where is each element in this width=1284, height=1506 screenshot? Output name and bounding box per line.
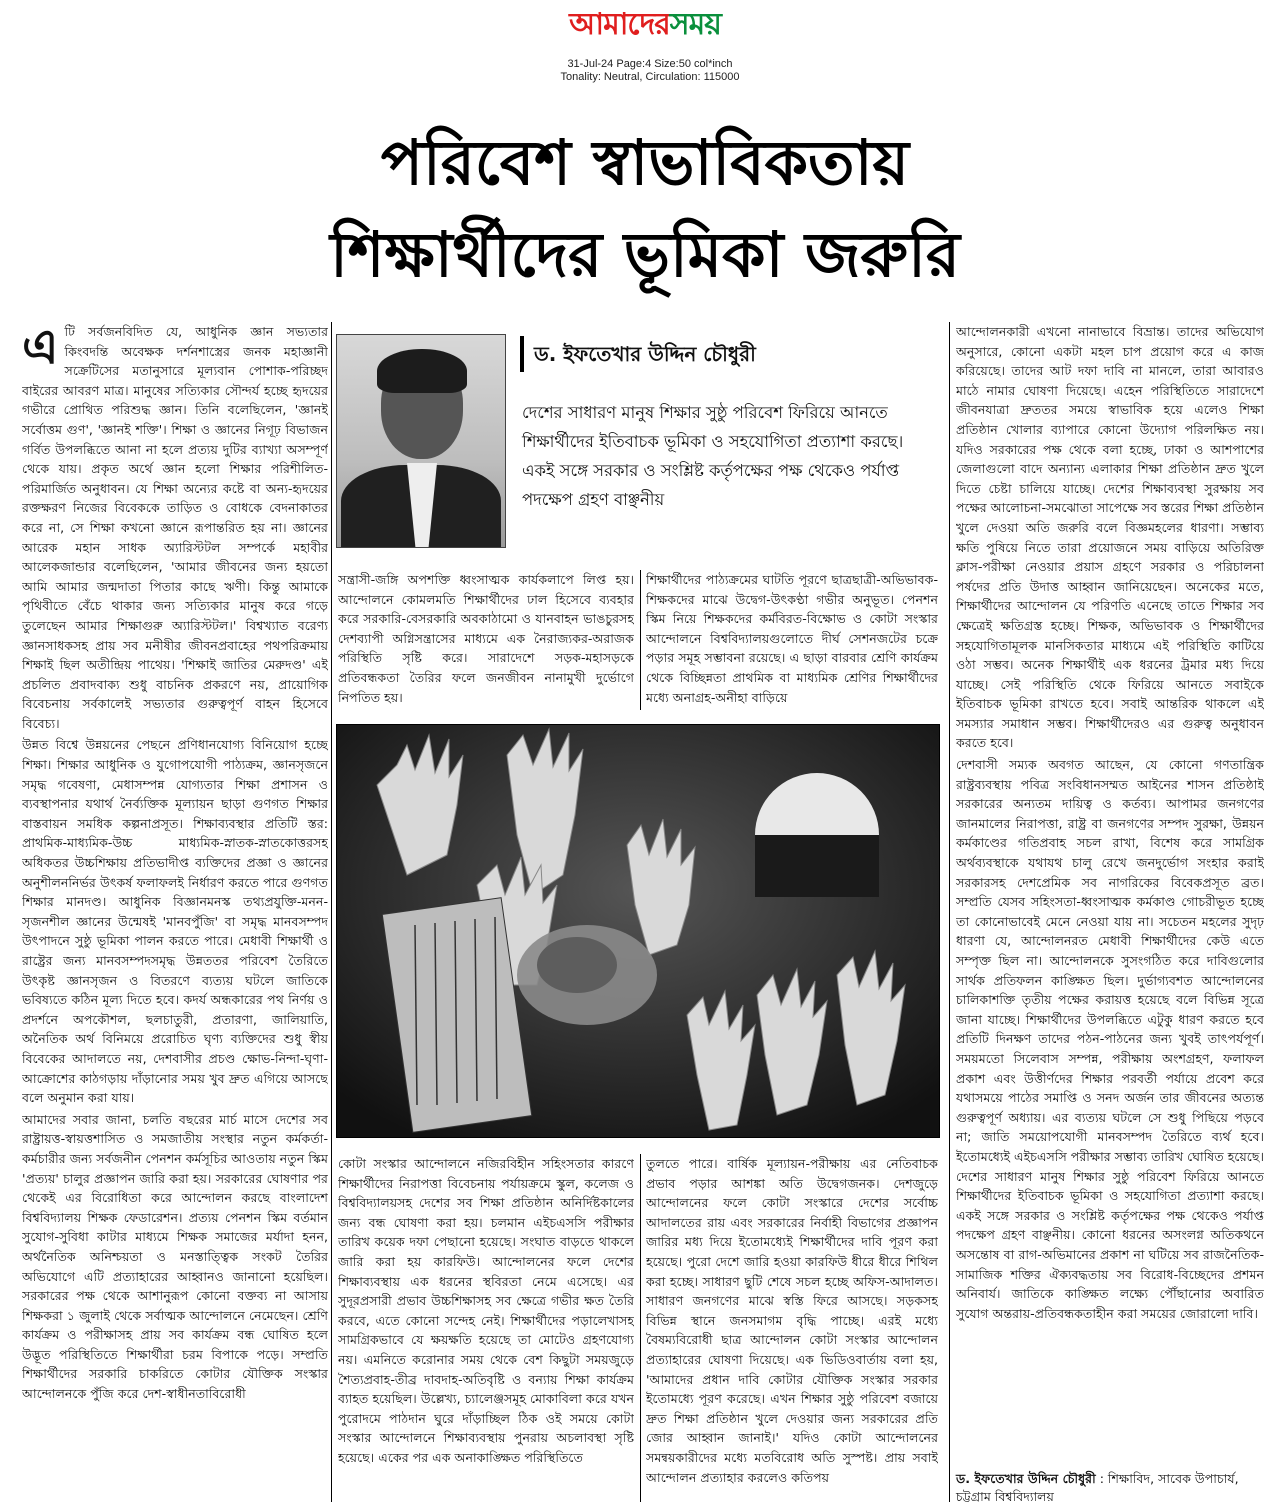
- author-signature: [956, 1470, 1264, 1506]
- headline-line-2: শিক্ষার্থীদের ভূমিকা জরুরি: [330, 218, 960, 291]
- drop-cap: এ: [22, 322, 59, 375]
- column-divider: [949, 322, 950, 1502]
- author-photo: [336, 334, 506, 548]
- signature-description: : শিক্ষাবিদ, সাবেক উপাচার্য, চট্টগ্রাম বিশ্ববিদ্যালয়: [956, 1471, 1239, 1504]
- pull-quote: দেশের সাধারণ মানুষ শিক্ষার সুষ্ঠু পরিবেশ ফিরিয়ে আনতে শিক্ষার্থীদের ইতিবাচক ভূমিকা ও সহযোগিতা প্রত্যাশা করছে। একই সঙ্গে সরকার ও সংশ্লিষ্ট কর্তৃপক্ষের পক্ষ থেকেও পর্যাপ্ত পদক্ষেপ গ্রহণ বাঞ্ছনীয়: [522, 403, 904, 509]
- paragraph: উন্নত বিশ্বে উন্নয়নের পেছনে প্রণিধানযোগ্য বিনিয়োগ হচ্ছে শিক্ষা। শিক্ষার আধুনিক ও যুগোপযোগী পাঠ্যক্রম, জ্ঞানসৃজনে সমৃদ্ধ গবেষণা, মেধাসম্পন্ন যোগ্যতার শিক্ষা প্রশাসন ও ব্যবস্থাপনার যথার্থ নৈর্ব্যক্তিক মূল্যায়ন ছাড়া গুণগত শিক্ষার বাস্তবায়ন সমধিক কল্পনাপ্রসূত। শিক্ষাব্যবস্থার প্রতিটি স্তর: প্রাথমিক-মাধ্যমিক-উচ্চ মাধ্যমিক-স্নাতক-স্নাতকোত্তরসহ অধিকতর উচ্চশিক্ষায় প্রতিভাদীপ্ত ব্যক্তিদের প্রজ্ঞা ও জ্ঞানের অনুশীলননির্ভর উৎকর্ষ ফলাফলই নির্ধারণ করতে পারে গুণগত শিক্ষার মানদণ্ড। আধুনিক বিজ্ঞানমনস্ক তথ্যপ্রযুক্তি-মনন-সৃজনশীল জ্ঞানের উন্মেষই 'মানবপুঁজি' বা সমৃদ্ধ মানবসম্পদ উৎপাদনে সুষ্ঠু ভূমিকা পালন করতে পারে। মেধাবী শিক্ষার্থী ও রাষ্ট্রের জন্য মানবসম্পদসমৃদ্ধ উন্নততর পরিবেশ তৈরিতে উৎকৃষ্ট জ্ঞানসৃজন ও বিতরণে ব্যত্যয় ঘটলে জাতিকে ভবিষ্যতে কঠিন মূল্য দিতে হবে। কদর্য অন্ধকারের পথ নির্ণয় ও প্রদর্শনে অপকৌশল, ছলচাতুরী, প্রতারণা, জালিয়াতি, অনৈতিক অর্থ বিনিময়ে প্ররোচিত ঘৃণ্য ব্যক্তিদের শুধু স্বীয় বিবেকের আদালতে নয়, দেশবাসীর প্রচণ্ড ক্ষোভ-নিন্দা-ঘৃণা-আক্রোশের কাঠগড়ায় দাঁড়ানোর সময় খুব দ্রুত এগিয়ে আসছে বলে অনুমান করা যায়।: [22, 737, 328, 1106]
- signature-name: ড. ইফতেখার উদ্দিন চৌধুরী: [956, 1471, 1096, 1486]
- illustration-graphic: [337, 725, 939, 1137]
- meta-line-2: Tonality: Neutral, Circulation: 115000: [560, 71, 740, 83]
- logo-part-1: আমাদের: [569, 7, 670, 42]
- article-column-3: [956, 322, 1264, 1462]
- article-column-2a: সন্ত্রাসী-জঙ্গি অপশক্তি ধ্বংসাত্মক কার্যকলাপে লিপ্ত হয়। আন্দোলনে কোমলমতি শিক্ষার্থীদের ঢাল হিসেবে ব্যবহার করে সরকারি-বেসরকারি অবকাঠামো ও যানবাহন ভাঙচুরসহ দেশব্যাপী অগ্নিসন্ত্রাসের মাধ্যমে এক নৈরাজ্যকর-অরাজক পরিস্থিতি সৃষ্টি করে। সারাদেশে সড়ক-মহাসড়কে প্রতিবন্ধকতা তৈরির ফলে জনজীবন নানামুখী দুর্ভোগে নিপতিত হয়।: [338, 572, 634, 705]
- clipping-meta: [500, 58, 800, 84]
- paragraph: আন্দোলনকারী এখনো নানাভাবে বিভ্রান্ত। তাদের অভিযোগ অনুসারে, কোনো একটা মহল চাপ প্রয়োগ করে এ কাজ করিয়েছে। তাদের আট দফা দাবি না মানলে, তারা আবারও মাঠে নামার ঘোষণা দিয়েছে। এহেন পরিস্থিতিতে সারাদেশে জীবনযাত্রা দ্রুততর সময়ে স্বাভাবিক হয়ে এলেও শিক্ষা প্রতিষ্ঠান খোলার ব্যাপারে কোনো উদ্যোগ পরিলক্ষিত নয়। যদিও সরকারের পক্ষ থেকে বলা হচ্ছে, ঢাকা ও আশপাশের জেলাগুলো বাদে অন্যান্য এলাকার শিক্ষা প্রতিষ্ঠান দ্রুত খুলে দিতে চেষ্টা চালিয়ে যাচ্ছে। দেশের শিক্ষাব্যবস্থা সুরক্ষায় সব পক্ষের আলোচনা-সমঝোতা সাপেক্ষে সব স্তরের শিক্ষা প্রতিষ্ঠান খুলে দেওয়া অতি জরুরি বলে বিজ্ঞমহলের ধারণা। সম্ভাব্য ক্ষতি পুষিয়ে নিতে তারা প্রয়োজনে সময় বাড়িয়ে অতিরিক্ত ক্লাস-পরীক্ষা নেওয়ার প্রয়াস গ্রহণে সরকার ও পরিচালনা পর্ষদের প্রতি উদাত্ত আহ্বান জানিয়েছেন। অনেকের মতে, শিক্ষার্থীদের আন্দোলন যে পরিণতি এনেছে তাতে শিক্ষার সব ক্ষেত্রেই ক্ষতিগ্রস্ত হচ্ছে। শিক্ষক, অভিভাবক ও শিক্ষার্থীদের সহযোগিতামূলক মানসিকতার মাধ্যমে এই পরিস্থিতি কাটিয়ে ওঠা সম্ভব। অনেক শিক্ষার্থীই এক ধরনের ট্রমার মধ্য দিয়ে যাচ্ছে। সেই পরিস্থিতি থেকে ফিরিয়ে আনতে সবাইকে ইতিবাচক ভূমিকা রাখতে হবে। সবাই আন্তরিক থাকলে এই সমস্যার সমাধান সম্ভব। শিক্ষার্থীদেরও এর গুরুত্ব অনুধাবন করতে হবে।: [956, 324, 1264, 751]
- article-column-2b: শিক্ষার্থীদের পাঠ্যক্রমের ঘাটতি পূরণে ছাত্রছাত্রী-অভিভাবক-শিক্ষকদের মাঝে উদ্বেগ-উৎকণ্ঠা গভীর অনুভূত। পেনশন স্কিম নিয়ে শিক্ষকদের কর্মবিরত-বিক্ষোভ ও কোটা সংস্কার আন্দোলনে বিশ্ববিদ্যালয়গুলোতে দীর্ঘ সেশনজটের চক্রে পড়ার সমূহ সম্ভাবনা রয়েছে। এ ছাড়া বারবার শ্রেণি কার্যক্রম থেকে বিচ্ছিন্নতা প্রাথমিক বা মাধ্যমিক শ্রেণির শিক্ষার্থীদের মধ্যে অনাগ্রহ-অনীহা বাড়িয়ে: [646, 572, 938, 705]
- paragraph: টি সর্বজনবিদিত যে, আধুনিক জ্ঞান সভ্যতার কিংবদন্তি অবেক্ষক দর্শনশাস্ত্রের জনক মহাজ্ঞানী সক্রেটিসের মতানুসারে মূল্যবান পোশাক-পরিচ্ছদ বাইরের আবরণ মাত্র। মানুষের সত্যিকার সৌন্দর্য হচ্ছে হৃদয়ের গভীরে প্রোথিত পরিশুদ্ধ জ্ঞান। তিনি বলেছিলেন, 'জ্ঞানই সর্বোত্তম গুণ', 'জ্ঞানই শক্তি'। শিক্ষা ও জ্ঞানের নিগূঢ় বিভাজন গর্বিত উপলব্ধিতে আনা না হলে প্রত্যয় দুটির ব্যাখ্যা অসম্পূর্ণ থেকে যায়। প্রকৃত অর্থে জ্ঞান হলো শিক্ষার পরিশীলিত-পরিমার্জিত অনুধাবন। যে শিক্ষা অন্যের কষ্টে বা অন্য-হৃদয়ের রক্তক্ষরণ নিজের বিবেককে তাড়িত ও বোধকে বেদনাকাতর করে না, সে শিক্ষা কখনো জ্ঞানে রূপান্তরিত হয় না। জ্ঞানের আরেক মহান সাধক অ্যারিস্টটল সম্পর্কে মহাবীর আলেকজান্ডার বলেছিলেন, 'আমার জীবনের জন্য হয়তো আমি আমার জন্মদাতা পিতার কাছে ঋণী। কিন্তু আমাকে পৃথিবীতে বেঁচে থাকার জন্য সত্যিকার মানুষ করে গড়ে তুলেছেন আমার শিক্ষাগুরু অ্যারিস্টটল।' বিশ্বখ্যাত বরেণ্য জ্ঞানসাধকসহ প্রায় সব মনীষীর জীবনপ্রবাহের পথপরিক্রমায় শিক্ষাই ছিল অতীন্দ্রিয় পাথেয়। 'শিক্ষাই জাতির মেরুদণ্ড' এই প্রচলিত প্রবাদবাক্য শুধু বাচনিক প্রকরণে নয়, প্রায়োগিক বিবেচনায় সর্বকালেই সভ্যতার গুরুত্বপূর্ণ বাহন হিসেবে বিবেচ্য।: [22, 324, 328, 731]
- article-column-1: [22, 322, 328, 1502]
- paragraph: আমাদের সবার জানা, চলতি বছরের মার্চ মাসে দেশের সব রাষ্ট্রায়ত্ত-স্বায়ত্তশাসিত ও সমজাতীয় সংস্থার নতুন কর্মকর্তা-কর্মচারীর জন্য সর্বজনীন পেনশন কর্মসূচির আওতায় নতুন স্কিম 'প্রত্যয়' চালুর প্রজ্ঞাপন জারি করা হয়। সরকারের ঘোষণার পর থেকেই এর বিরোধিতা করে আন্দোলন করছে বাংলাদেশ বিশ্ববিদ্যালয় শিক্ষক ফেডারেশন। প্রত্যয় পেনশন স্কিম বর্তমান সুযোগ-সুবিধা কাটার মাধ্যমে শিক্ষক সমাজের মর্যাদা হনন, অর্থনৈতিক অনিশ্চয়তা ও মনস্তাত্ত্বিক সংকট তৈরির অভিযোগে এটি প্রত্যাহারের আহ্বানও জানানো হয়েছিল। সরকারের পক্ষ থেকে আশানুরূপ কোনো বক্তব্য না আসায় শিক্ষকরা ১ জুলাই থেকে সর্বাত্মক আন্দোলনে নেমেছেন। শ্রেণি কার্যক্রম ও পরীক্ষাসহ প্রায় সব কার্যক্রম বন্ধ ঘোষিত হলে উদ্ভূত পরিস্থিতিতে শিক্ষার্থীরা চরম বিপাকে পড়ে। সম্প্রতি শিক্ষার্থীদের সরকারি চাকরিতে কোটার যৌক্তিক সংস্কার আন্দোলনকে পুঁজি করে দেশ-স্বাধীনতাবিরোধী: [22, 1111, 328, 1402]
- column-divider: [640, 1154, 641, 1502]
- column-divider: [331, 322, 332, 1502]
- article-column-2d: তুলতে পারে। বার্ষিক মূল্যায়ন-পরীক্ষায় এর নেতিবাচক প্রভাব পড়ার আশঙ্কা অতি উদ্বেগজনক। দেশজুড়ে আন্দোলনের ফলে কোটা সংস্কারে দেশের সর্বোচ্চ আদালতের রায় এবং সরকারের নির্বাহী বিভাগের প্রজ্ঞাপন জারির মধ্য দিয়ে ইতোমধ্যেই শিক্ষার্থীদের দাবি পূরণ করা হয়েছে। পুরো দেশে জারি হওয়া কারফিউ ধীরে ধীরে শিথিল করা হচ্ছে। সাধারণ ছুটি শেষে সচল হচ্ছে অফিস-আদালত। সাধারণ জনগণের মাঝে স্বস্তি ফিরে আসছে। সড়কসহ বিভিন্ন স্থানে জনসমাগম বৃদ্ধি পাচ্ছে। এরই মধ্যে বৈষম্যবিরোধী ছাত্র আন্দোলন কোটা সংস্কার আন্দোলন প্রত্যাহারের ঘোষণা দিয়েছে। এক ভিডিওবার্তায় বলা হয়, 'আমাদের প্রধান দাবি কোটার যৌক্তিক সংস্কার সরকার ইতোমধ্যে পূরণ করেছে। এখন শিক্ষার সুষ্ঠু পরিবেশ বজায়ে দ্রুত শিক্ষা প্রতিষ্ঠান খুলে দেওয়ার জন্য সরকারের প্রতি জোর আহ্বান জানাই।' যদিও কোটা আন্দোলনের সমন্বয়কারীদের মধ্যে মতবিরোধ অতি সুস্পষ্ট। প্রায় সবাই আন্দোলন প্রত্যাহার করলেও কতিপয়: [646, 1156, 938, 1485]
- paragraph: দেশবাসী সম্যক অবগত আছেন, যে কোনো গণতান্ত্রিক রাষ্ট্রব্যবস্থায় পবিত্র সংবিধানসম্মত আইনের শাসন প্রতিষ্ঠাই সরকারের অন্যতম দায়িত্ব ও কর্তব্য। আপামর জনগণের জানমালের নিরাপত্তা, রাষ্ট্র বা জনগণের সম্পদ সুরক্ষা, উন্নয়ন কর্মকাণ্ডের গতিপ্রবাহ সচল রাখা, বিশেষ করে সামগ্রিক অর্থব্যবস্থাকে যথাযথ চালু রেখে জনদুর্ভোগ সংহার করাই সরকারসহ দেশপ্রেমিক সব নাগরিকের বিবেকপ্রসূত ব্রত। সম্প্রতি যেসব সহিংসতা-ধ্বংসাত্মক কর্মকাণ্ড গোচরীভূত হচ্ছে তা কোনোভাবেই মেনে নেওয়া যায় না। সচেতন মহলের সুদৃঢ় ধারণা যে, আন্দোলনরত মেধাবী শিক্ষার্থীদের কেউ এতে সম্পৃক্ত ছিল না। আন্দোলনকে সুসংগঠিত করে দাবিগুলোর সার্থক প্রতিফলন কাঙ্ক্ষিত ছিল। দুর্ভাগ্যবশত আন্দোলনের চালিকাশক্তি তৃতীয় পক্ষের করায়ত্ত হয়েছে বলে বিভিন্ন সূত্রে জানা যাচ্ছে। শিক্ষার্থীদের উপলব্ধিতে এটুকু ধারণ করতে হবে প্রতিটি দিনক্ষণ তাদের পঠন-পাঠনের জন্য খুবই তাৎপর্যপূর্ণ। সময়মতো সিলেবাস সম্পন্ন, পরীক্ষায় অংশগ্রহণ, ফলাফল প্রকাশ এবং উত্তীর্ণদের শিক্ষার পরবর্তী পর্যায়ে প্রবেশ করে যথাসময়ে পাঠের সমাপ্তি ও সনদ অর্জন তার জীবনের অত্যন্ত গুরুত্বপূর্ণ অধ্যায়। এর ব্যত্যয় ঘটলে সে শুধু পিছিয়ে পড়বে না; জাতি সময়োপযোগী মানবসম্পদ তৈরিতে ব্যর্থ হবে। ইতোমধ্যেই এইচএসসি পরীক্ষার সম্ভাব্য তারিখ ঘোষিত হয়েছে। দেশের সাধারণ মানুষ শিক্ষার সুষ্ঠু পরিবেশ ফিরিয়ে আনতে শিক্ষার্থীদের ইতিবাচক ভূমিকা ও সহযোগিতা প্রত্যাশা করছে। একই সঙ্গে সরকার ও সংশ্লিষ্ট কর্তৃপক্ষের পক্ষ থেকেও পর্যাপ্ত পদক্ষেপ গ্রহণ বাঞ্ছনীয়। কোনো ধরনের অসংলগ্ন অতিকথনে অসন্তোষ বা রাগ-অভিমানের প্রকাশ না ঘটিয়ে সব রাজনৈতিক-সামাজিক শক্তির ঐক্যবদ্ধতায় সব বিরোধ-বিচ্ছেদের প্রশমন অনিবার্য। জাতিকে কাঙ্ক্ষিত লক্ষ্যে পৌঁছানোর অবারিত সুযোগ অন্তরায়-প্রতিবন্ধকতাহীন করা সময়ের জোরালো দাবি।: [956, 757, 1264, 1321]
- headline-line-1: পরিবেশ স্বাভাবিকতায়: [380, 126, 910, 199]
- meta-line-1: 31-Jul-24 Page:4 Size:50 col*inch: [567, 58, 733, 70]
- author-byline: ড. ইফতেখার উদ্দিন চৌধুরী: [520, 336, 954, 372]
- raised-hands-illustration: [336, 724, 940, 1138]
- article-column-2c: কোটা সংস্কার আন্দোলনে নজিরবিহীন সহিংসতার কারণে শিক্ষার্থীদের নিরাপত্তা বিবেচনায় পর্যায়ক্রমে স্কুল, কলেজ ও বিশ্ববিদ্যালয়সহ দেশের সব শিক্ষা প্রতিষ্ঠান অনির্দিষ্টকালের জন্য বন্ধ ঘোষণা করা হয়। চলমান এইচএসসি পরীক্ষার তারিখ কয়েক দফা পেছানো হয়েছে। সংঘাত বাড়তে থাকলে জারি করা হয় কারফিউ। আন্দোলনের ফলে দেশের শিক্ষাব্যবস্থায় এক ধরনের স্থবিরতা নেমে এসেছে। এর সুদূরপ্রসারী প্রভাব উচ্চশিক্ষাসহ সব ক্ষেত্রে গভীর ক্ষত তৈরি করবে, এতে কোনো সন্দেহ নেই। শিক্ষার্থীদের পড়ালেখাসহ সামগ্রিকভাবে যে ক্ষয়ক্ষতি হয়েছে তা মোটেও গ্রহণযোগ্য নয়। এমনিতে করোনার সময় থেকে বেশ কিছুটা সময়জুড়ে শৈত্যপ্রবাহ-তীব্র দাবদাহ-অতিবৃষ্টি ও বন্যায় শিক্ষা কার্যক্রম ব্যাহত হয়েছিল। উল্লেখ্য, চ্যালেঞ্জসমূহ মোকাবিলা করে যখন পুরোদমে পাঠদান ঘুরে দাঁড়াচ্ছিল ঠিক ওই সময়ে কোটা সংস্কার আন্দোলনে শিক্ষাব্যবস্থায় পুনরায় অচলাবস্থা সৃষ্টি হয়েছে। একের পর এক অনাকাঙ্ক্ষিত পরিস্থিতিতে: [338, 1156, 634, 1465]
- newspaper-logo: [505, 2, 785, 48]
- photo-hair: [377, 349, 467, 393]
- logo-part-2: সময়: [669, 7, 721, 42]
- column-divider: [640, 570, 641, 710]
